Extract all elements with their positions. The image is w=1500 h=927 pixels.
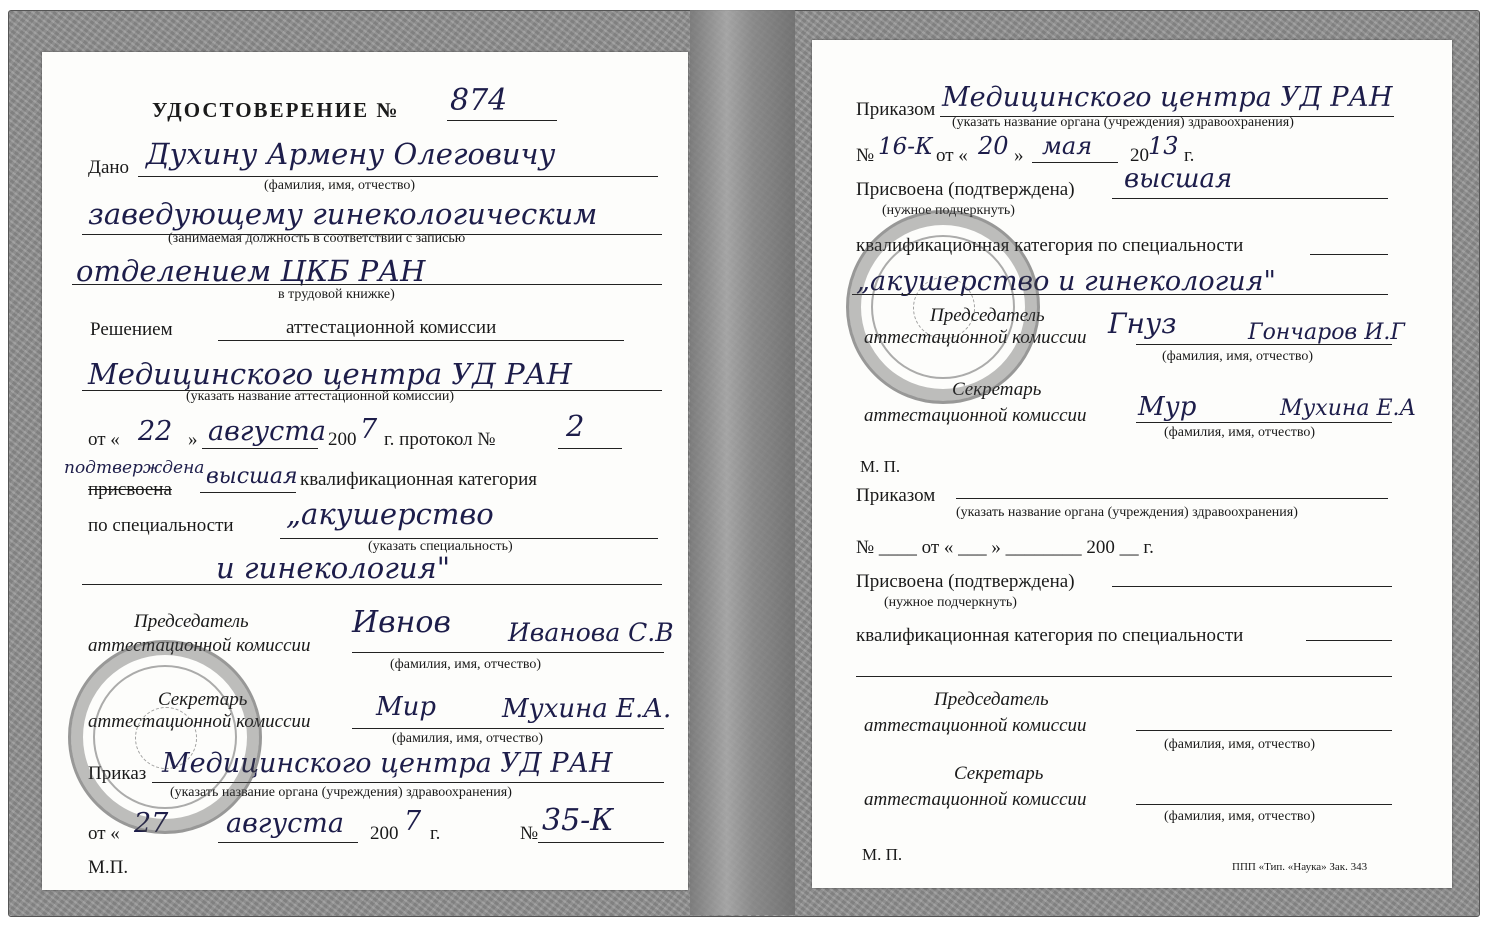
commission-name: Медицинского центра УД РАН (88, 357, 572, 391)
mp2-label: М. П. (862, 845, 903, 864)
secretary2-label-2: аттестационной комиссии (864, 789, 1087, 810)
order-year-prefix: 20 (1130, 145, 1149, 166)
decision-month: августа (208, 416, 326, 447)
specialty-value: „акушерство и гинекология" (856, 266, 1276, 297)
secretary-fio-caption: (фамилия, имя, отчество) (392, 731, 544, 746)
position-caption-2: в трудовой книжке) (278, 287, 395, 302)
category-value: высшая (206, 464, 298, 489)
category2-label: квалификационная категория по специальности (856, 625, 1244, 646)
order-caption: (указать название органа (учреждения) здравоохранения) (170, 785, 512, 800)
order2-label: Приказом (856, 485, 936, 506)
secretary-label-2: аттестационной комиссии (88, 711, 311, 732)
specialty-line-2: и гинекология" (216, 551, 451, 585)
secretary-fio-caption: (фамилия, имя, отчество) (1164, 425, 1316, 440)
dano-label: Дано (88, 157, 130, 178)
cover-spine (690, 10, 795, 915)
certificate-number: 874 (450, 83, 508, 118)
chair-label-2: аттестационной комиссии (864, 327, 1087, 348)
order-year-prefix: 200 (370, 823, 399, 844)
right-page (812, 40, 1452, 888)
chair-fio-caption: (фамилия, имя, отчество) (390, 657, 542, 672)
printer-imprint: ППП «Тип. «Наука» Зак. 343 (1232, 861, 1368, 873)
order-no-label: № (520, 823, 539, 844)
secretary-name: Мухина Е.А. (502, 694, 672, 724)
order-number: 16-К (878, 134, 933, 160)
secretary2-fio-caption: (фамилия, имя, отчество) (1164, 809, 1316, 824)
secretary-label-1: Секретарь (158, 689, 248, 710)
decision-day: 22 (138, 416, 173, 447)
secretary-label-1: Секретарь (952, 379, 1042, 400)
order-day: 20 (978, 132, 1009, 160)
chair-fio-caption: (фамилия, имя, отчество) (1162, 349, 1314, 364)
secretary-name: Мухина Е.А (1280, 396, 1417, 421)
order-no-label: № (856, 145, 875, 166)
order-number: 35-К (542, 803, 614, 838)
order-label: Приказом (856, 99, 936, 120)
mp-label: М.П. (88, 857, 129, 878)
name-caption: (фамилия, имя, отчество) (264, 178, 416, 193)
order-from-label: от « (936, 145, 968, 166)
assigned-struck: присвоена (88, 479, 172, 500)
chair2-fio-caption: (фамилия, имя, отчество) (1164, 737, 1316, 752)
position-line-2: отделением ЦКБ РАН (76, 254, 426, 288)
secretary2-label-1: Секретарь (954, 763, 1044, 784)
certificate-title: УДОСТОВЕРЕНИЕ № (152, 98, 400, 122)
order-issuer: Медицинского центра УД РАН (162, 748, 613, 779)
order2-caption: (указать название органа (учреждения) здравоохранения) (956, 505, 1298, 520)
assigned-category: высшая (1124, 164, 1233, 194)
order-caption: (указать название органа (учреждения) здравоохранения) (952, 115, 1294, 130)
chair-label-2: аттестационной комиссии (88, 635, 311, 656)
specialty-line-1: „акушерство (286, 497, 494, 531)
chair-signature: Ивнов (352, 605, 451, 640)
protocol-number: 2 (566, 409, 585, 443)
assigned2-label: Присвоена (подтверждена) (856, 571, 1075, 592)
round-seal-stamp (68, 640, 262, 834)
quote-close: » (1014, 145, 1024, 166)
assigned-label: Присвоена (подтверждена) (856, 179, 1075, 200)
order-day: 27 (134, 808, 169, 839)
secretary-label-2: аттестационной комиссии (864, 405, 1087, 426)
chair-label-1: Председатель (930, 305, 1045, 326)
category-label: квалификационная категория по специальности (856, 235, 1244, 256)
position-line-1: заведующему гинекологическим (88, 197, 598, 231)
commission-caption: (указать название аттестационной комиссии) (186, 389, 455, 404)
order-year: 7 (404, 806, 422, 837)
decision-value: аттестационной комиссии (286, 317, 497, 338)
order-year-suffix: г. (1184, 145, 1195, 166)
chair-signature: Гнуз (1108, 307, 1177, 340)
underline-caption: (нужное подчеркнуть) (882, 203, 1015, 218)
secretary-signature: Мир (376, 692, 437, 722)
order-issuer: Медицинского центра УД РАН (942, 82, 1393, 113)
order-month: мая (1042, 132, 1093, 160)
position-caption: (занимаемая должность в соответствии с записью (168, 231, 466, 246)
order-from-label: от « (88, 823, 120, 844)
mp-label: М. П. (860, 457, 901, 476)
chair-name: Иванова С.В (508, 618, 674, 647)
chair-label-1: Председатель (134, 611, 249, 632)
assigned-handwritten: подтверждена (64, 458, 205, 478)
decision-year: 7 (360, 414, 378, 445)
year-prefix: 200 (328, 429, 357, 450)
recipient-name: Духину Армену Олеговичу (146, 137, 556, 171)
chair2-label-2: аттестационной комиссии (864, 715, 1087, 736)
order-year-suffix: г. (430, 823, 441, 844)
category-label: квалификационная категория (300, 469, 537, 490)
protocol-label: г. протокол № (384, 429, 496, 450)
chair-name: Гончаров И.Г (1248, 320, 1405, 345)
order-label: Приказ (88, 763, 147, 784)
decision-label: Решением (90, 319, 173, 340)
secretary-signature: Мур (1138, 392, 1197, 422)
underline2-caption: (нужное подчеркнуть) (884, 595, 1017, 610)
order2-date-line: № ____ от « ___ » ________ 200 __ г. (856, 537, 1154, 558)
specialty-caption: (указать специальность) (368, 539, 513, 554)
left-page (42, 52, 688, 890)
order-year: 13 (1148, 132, 1179, 160)
chair2-label-1: Председатель (934, 689, 1049, 710)
round-seal-stamp (846, 210, 1040, 404)
specialty-label: по специальности (88, 515, 234, 536)
date-from-label: от « (88, 429, 120, 450)
order-month: августа (226, 808, 344, 839)
quote-close: » (188, 429, 198, 450)
